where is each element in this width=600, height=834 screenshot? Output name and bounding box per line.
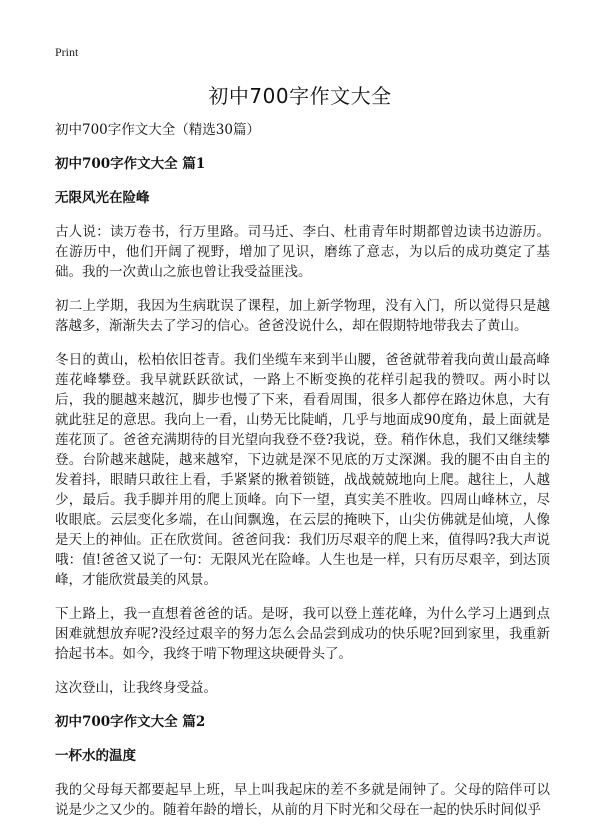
section-heading-1: 初中700字作文大全 篇1 xyxy=(55,156,206,172)
paragraph: 古人说：读万卷书，行万里路。司马迁、李白、杜甫青年时期都曾边读书边游历。在游历中，他们开阔了视野，增加了见识，磨练了意志，为以后的成功奠定了基础。我的一次黄山之旅也曾让我受益匪浅。 xyxy=(55,224,550,280)
paragraph: 下上路上，我一直想着爸爸的话。是呀，我可以登上莲花峰，为什么学习上遇到点困难就想放弃呢?没经过艰辛的努力怎么会品尝到成功的快乐呢?回到家里，我重新拾起书本。如今，我终于啃下物理这块硬骨头了。 xyxy=(55,606,550,662)
paragraph: 我的父母每天都要起早上班，早上叫我起床的差不多就是闹钟了。父母的陪伴可以说是少之又少的。随着年龄的增长，从前的月下时光和父母在一起的快乐时间似乎 xyxy=(55,782,550,818)
essay-title-2: 一杯水的温度 xyxy=(55,748,136,764)
document-content xyxy=(55,120,550,834)
paragraph: 冬日的黄山，松柏依旧苍青。我们坐缆车来到半山腰，爸爸就带着我向黄山最高峰莲花峰攀登。我早就跃跃欲试，一路上不断变换的花样引起我的赞叹。两小时以后，我的腿越来越沉，脚步也慢了下来，看看周围，很多人都停在路边休息，大有就此驻足的意思。我向上一看，山势无比陡峭，几乎与地面成90度角，最上面就是莲花顶了。爸爸充满期待的目光望向我登不登?我说，登。稍作休息，我们又继续攀登。台阶越来越陡，越来越窄，下边就是深不见底的万丈深渊。我的腿不由自主的发着抖，眼睛只敢往上看，手紧紧的揪着锁链，战战兢兢地向上爬。越往上，人越少，最后。我手脚并用的爬上顶峰。向下一望，真实美不胜收。四周山峰林立，尽收眼底。云层变化多端，在山间飘逸，在云层的掩映下，山尖仿佛就是仙境，人像是天上的神仙。正在欣赏间。爸爸问我：我们历尽艰辛的爬上来，值得吗?我大声说哦：值!爸爸又说了一句：无限风光在险峰。人生也是一样，只有历尽艰辛，到达顶峰，才能欣赏最美的风景。 xyxy=(55,352,550,588)
essay-title-1: 无限风光在险峰 xyxy=(55,190,150,206)
print-label[interactable]: Print xyxy=(55,45,79,59)
paragraph: 这次登山，让我终身受益。 xyxy=(55,680,217,696)
document-subtitle: 初中700字作文大全（精选30篇） xyxy=(55,122,260,138)
paragraph: 初二上学期，我因为生病耽误了课程，加上新学物理，没有入门，所以觉得只是越落越多，渐渐失去了学习的信心。爸爸没说什么，却在假期特地带我去了黄山。 xyxy=(55,298,550,334)
section-heading-2: 初中700字作文大全 篇2 xyxy=(55,714,206,730)
page-title: 初中700字作文大全 xyxy=(208,84,392,108)
